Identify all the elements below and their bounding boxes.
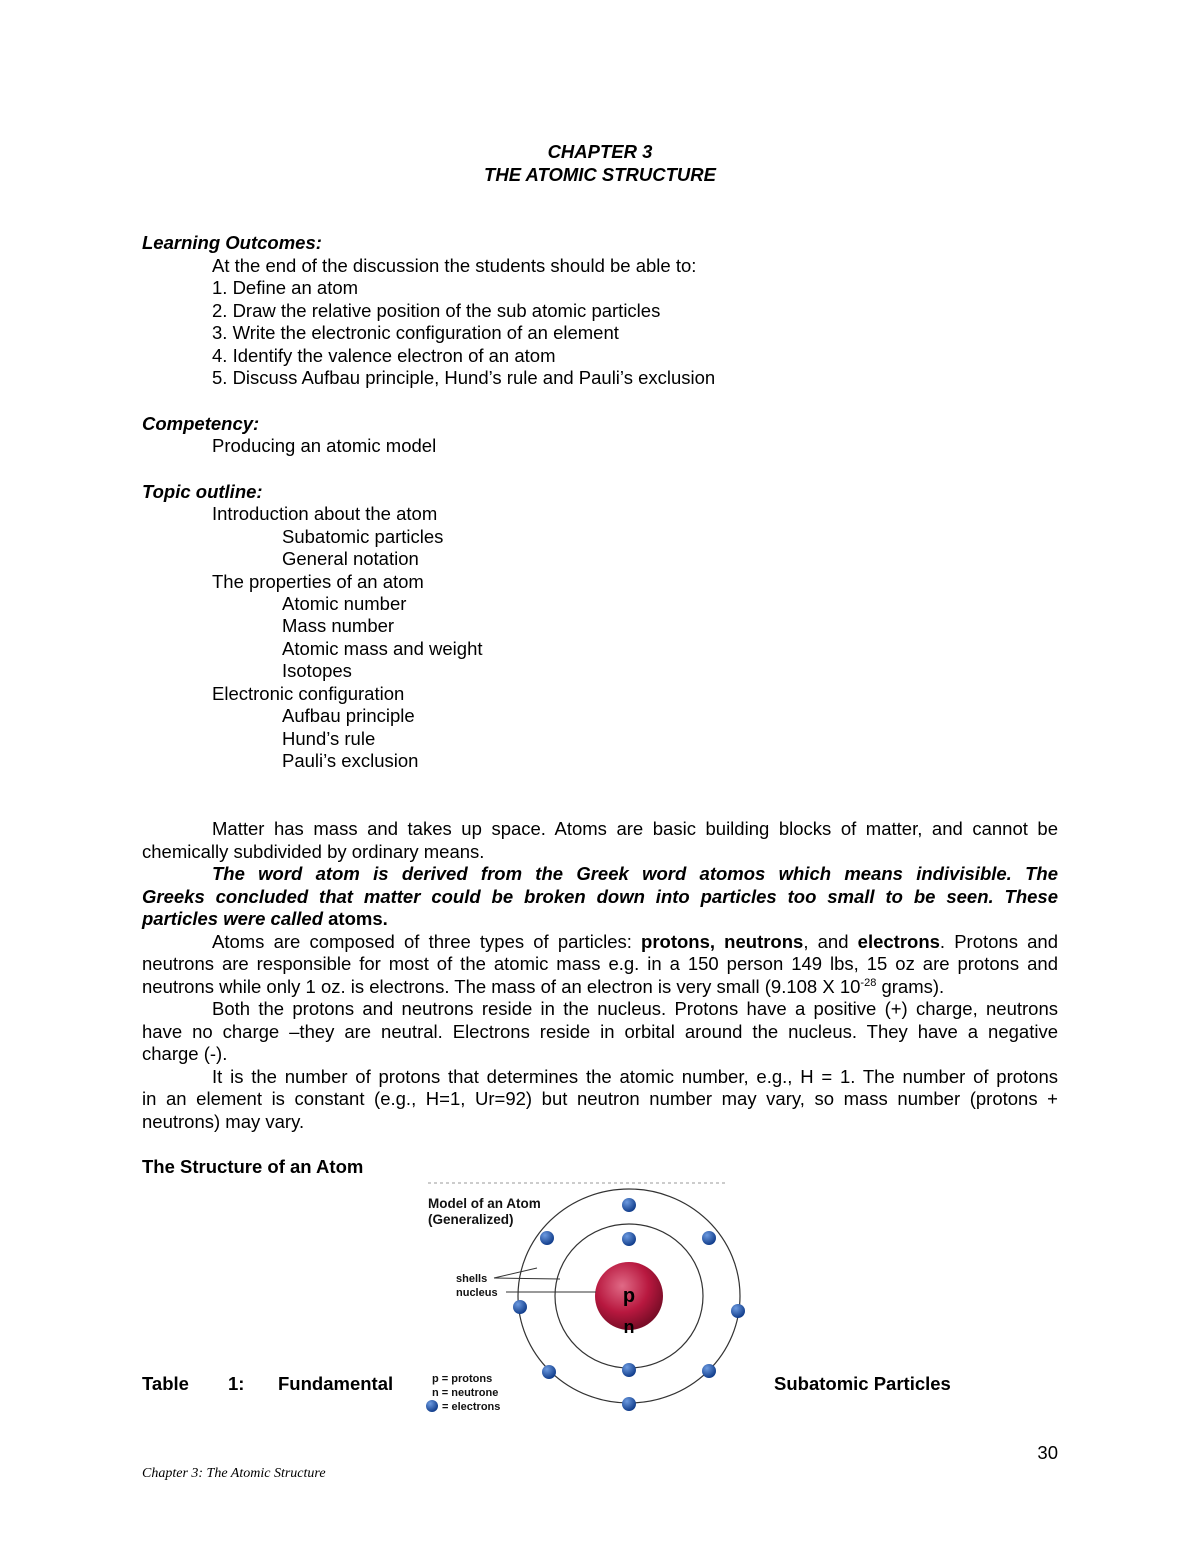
paragraph-line [142,976,944,999]
text-run: Atoms are composed of three types of particles: [212,931,632,952]
nucleus-label: nucleus [456,1287,498,1299]
learning-outcomes-heading: Learning Outcomes: [142,232,322,253]
paragraph-line [142,931,1058,954]
paragraph-line: neutrons are responsible for most of the atomic mass e.g. in a 150 person 149 lbs, 15 oz are protons and [142,953,1058,974]
learning-outcome-item: 3. Write the electronic configuration of an element [212,322,619,343]
table-caption-word: 1: [228,1373,245,1394]
learning-outcome-item: 1. Define an atom [212,277,359,298]
paragraph-line: charge (-). [142,1043,228,1064]
exponent: -28 [860,976,877,989]
electron [542,1365,556,1379]
legend-electrons: = electrons [442,1401,501,1413]
topic-outline-subitem: Atomic mass and weight [282,638,483,659]
legend-protons: p = protons [432,1373,493,1385]
electron [702,1364,716,1378]
learning-outcome-item: 2. Draw the relative position of the sub atomic particles [212,300,661,321]
electron [622,1397,636,1411]
learning-outcome-item: 4. Identify the valence electron of an atom [212,345,556,366]
paragraph-line: It is the number of protons that determines the atomic number, e.g., H = 1. The number of protons [212,1066,1058,1087]
electron [731,1304,745,1318]
legend-electron-icon [426,1400,438,1412]
electron [622,1232,636,1246]
shells-pointer [494,1278,560,1279]
topic-outline-subitem: Atomic number [282,593,407,614]
table-caption-word: Subatomic Particles [774,1373,951,1394]
topic-outline-subitem: Isotopes [282,660,352,681]
protons-neutrons-term: protons, neutrons [641,931,804,952]
competency-heading: Competency: [142,413,260,434]
paragraph-line: Matter has mass and takes up space. Atoms are basic building blocks of matter, and cannot be [212,818,1058,839]
text-run: neutrons while only 1 oz. is electrons. The mass of an electron is very small (9.108 X 10 [142,976,861,997]
topic-outline-heading: Topic outline: [142,481,263,502]
table-caption-word: Fundamental [278,1373,394,1394]
electron [540,1231,554,1245]
paragraph-line-emphasis: Greeks concluded that matter could be broken down into particles too small to be seen. These [142,886,1058,907]
paragraph-line: in an element is constant (e.g., H=1, Ur=92) but neutron number may vary, so mass number (protons + [142,1088,1058,1109]
topic-outline-subitem: Mass number [282,615,395,636]
paragraph-line: Both the protons and neutrons reside in the nucleus. Protons have a positive (+) charge, neutrons [212,998,1058,1019]
learning-outcomes-intro: At the end of the discussion the students should be able to: [212,255,697,276]
electron [622,1198,636,1212]
atom-model-diagram [418,1176,760,1420]
paragraph-line: chemically subdivided by ordinary means. [142,841,485,862]
text-run: . Protons and [939,931,1058,952]
atoms-term: atoms. [328,908,388,929]
electron [622,1363,636,1377]
diagram-subtitle: (Generalized) [428,1212,514,1227]
learning-outcome-item: 5. Discuss Aufbau principle, Hund’s rule and Pauli’s exclusion [212,367,716,388]
electron [702,1231,716,1245]
nucleus-n-label: n [623,1317,635,1337]
shells-pointer [494,1268,537,1278]
text-run: grams). [876,976,945,997]
paragraph-line: neutrons) may vary. [142,1111,305,1132]
chapter-title: THE ATOMIC STRUCTURE [484,164,716,185]
topic-outline-item: The properties of an atom [212,571,424,592]
chapter-label: CHAPTER 3 [547,141,653,162]
paragraph-line-emphasis: The word atom is derived from the Greek word atomos which means indivisible. The [212,863,1058,884]
topic-outline-subitem: Hund’s rule [282,728,376,749]
structure-heading: The Structure of an Atom [142,1156,364,1177]
topic-outline-item: Electronic configuration [212,683,405,704]
table-caption-word: Table [142,1373,189,1394]
page-number: 30 [1037,1442,1058,1463]
paragraph-line: have no charge –they are neutral. Electrons reside in orbital around the nucleus. They have a negative [142,1021,1058,1042]
topic-outline-subitem: Subatomic particles [282,526,444,547]
topic-outline-item: Introduction about the atom [212,503,438,524]
shells-label: shells [456,1273,488,1285]
legend-neutrons: n = neutrone [432,1387,499,1399]
diagram-title: Model of an Atom [428,1196,541,1211]
topic-outline-subitem: General notation [282,548,419,569]
electron [513,1300,527,1314]
electrons-term: electrons [857,931,940,952]
running-footer: Chapter 3: The Atomic Structure [142,1466,326,1481]
topic-outline-subitem: Pauli’s exclusion [282,750,419,771]
nucleus-p-label: p [622,1285,636,1307]
text-run: , and [803,931,849,952]
emphasis-text: particles were called [142,908,323,929]
topic-outline-subitem: Aufbau principle [282,705,415,726]
paragraph-line-emphasis-end [142,908,388,931]
competency-text: Producing an atomic model [212,435,437,456]
